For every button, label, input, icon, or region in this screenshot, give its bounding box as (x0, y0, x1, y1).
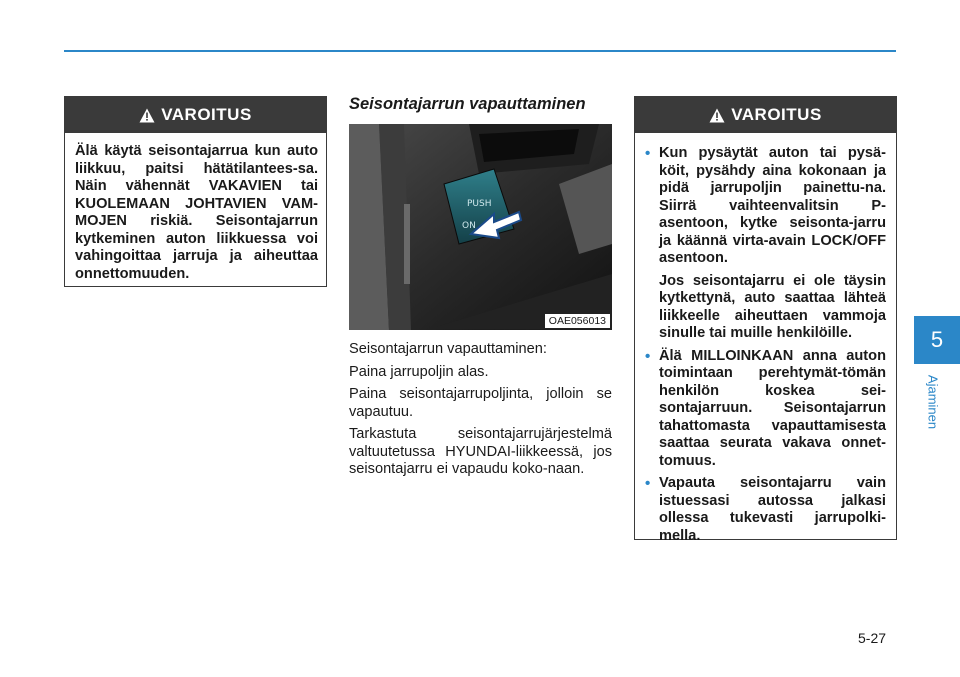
page-number: 5-27 (858, 630, 887, 646)
bullet-text: Kun pysäytät auton tai pysä-köit, pysähdy aina kokonaan ja pidä jarrupoljin painettu-na. Siirrä vaihteenvalitsin P-asentoon, kytke seisonta-jarru ja käännä virta-avain LOCK/OFF asentoon. (659, 145, 886, 266)
paragraph: Tarkastuta seisontajarrujärjestelmä valtuutetussa HYUNDAI-liikkeessä, jos seisontajarru ei vapaudu koko-naan. (349, 426, 612, 477)
warning-box-left (64, 96, 327, 287)
section-title: Seisontajarrun vapauttaminen (349, 95, 586, 113)
bullet-text-continued: Jos seisontajarru ei ole täysin kytkettynä, auto saattaa lähteä liikkeelle aiheuttaen vammoja sinulle tai muille henkilöille. (659, 272, 886, 341)
warning-heading: VAROITUS (731, 105, 822, 124)
list-item (645, 348, 886, 471)
header-rule (64, 50, 896, 52)
paragraph: Seisontajarrun vapauttaminen: (349, 341, 547, 357)
push-label: PUSH (467, 199, 492, 209)
chapter-name (922, 372, 944, 432)
warning-triangle-icon (139, 108, 155, 123)
photo-code: OAE056013 (545, 314, 610, 328)
warning-text: Älä käytä seisontajarrua kun auto liikkuu, paitsi hätätilantees-sa. Näin vähennät VAKAVIEN tai KUOLEMAAN JOHTAVIEN VAM-MOJEN riskiä. Seisontajarrun kytkeminen auton liikkuessa voi vahingoittaa jarruja ja aiheuttaa onnettomuuden. (75, 143, 318, 282)
bullet-icon: • (645, 347, 651, 365)
body-text (349, 341, 612, 484)
paragraph: Paina seisontajarrupoljinta, jolloin se vapautuu. (349, 386, 612, 420)
bullet-icon: • (645, 145, 651, 162)
chapter-name-label: Ajaminen (925, 374, 941, 430)
list-item (645, 475, 886, 545)
warning-triangle-icon (709, 108, 725, 123)
bullet-icon: • (645, 475, 651, 492)
warning-heading: VAROITUS (161, 105, 252, 124)
bullet-text: Vapauta seisontajarru vain istuessasi autossa jalkasi ollessa tukevasti jarrupolki-mella. (659, 475, 886, 544)
on-label: ON (462, 221, 476, 231)
warning-header (635, 97, 896, 133)
warning-list (635, 133, 896, 545)
warning-box-right (634, 96, 897, 544)
bullet-text: Älä MILLOINKAAN anna auton toimintaan perehtymät-tömän henkilön koskea sei-sontajarruun. Seisontajarrun tahattomasta vapauttamisesta saattaa seurata vakava onnet-tomuus. (659, 347, 886, 469)
chapter-number-tab: 5 (914, 316, 960, 364)
pedal-illustration (349, 124, 612, 330)
list-item (645, 145, 886, 343)
parking-brake-photo (349, 124, 612, 330)
paragraph: Paina jarrupoljin alas. (349, 363, 489, 380)
warning-header (65, 97, 326, 133)
